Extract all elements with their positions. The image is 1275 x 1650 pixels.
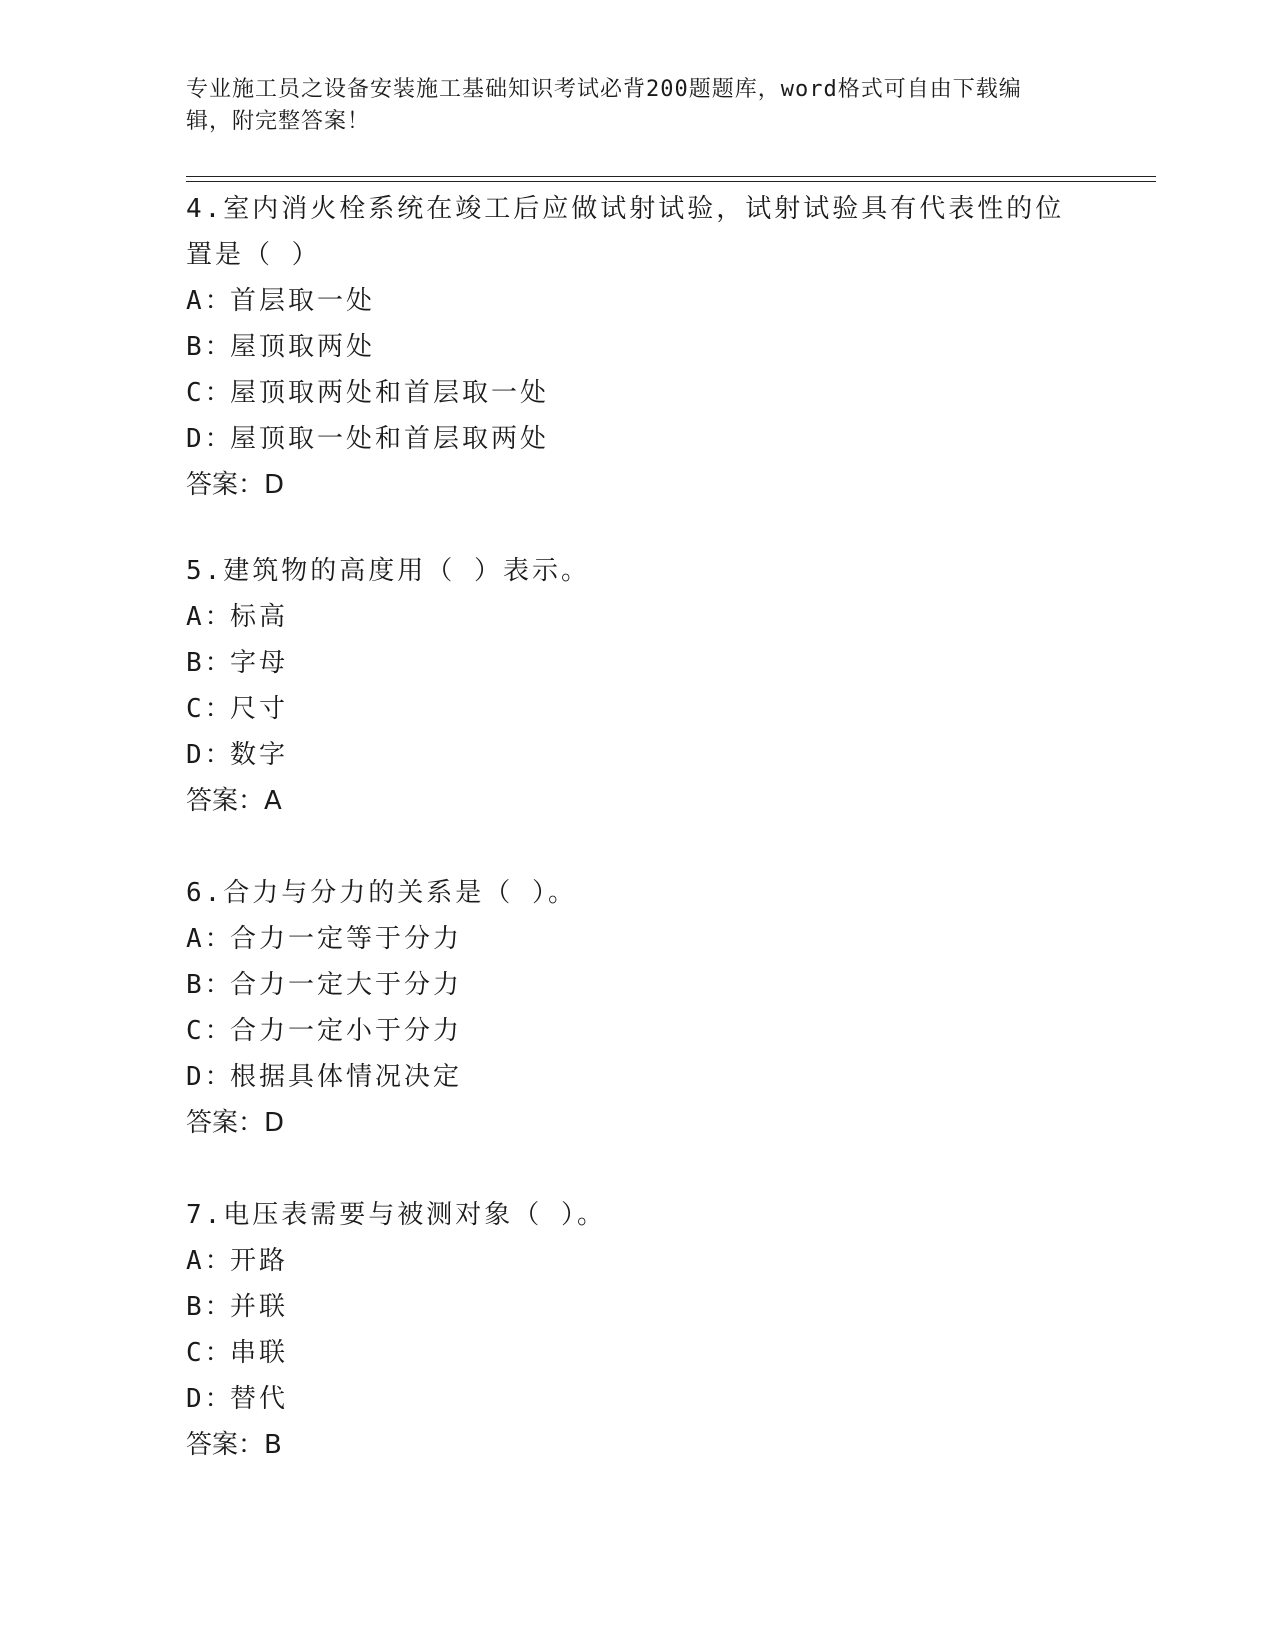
answer-line: 答案：B	[186, 1430, 282, 1460]
question-5	[186, 548, 1066, 824]
option-text: 字母	[230, 648, 289, 678]
option-key: C：	[186, 694, 234, 724]
option-key: C：	[186, 378, 234, 408]
option-a	[186, 594, 1066, 640]
option-text: 串联	[230, 1338, 289, 1368]
option-key: A：	[186, 1246, 234, 1276]
option-text: 合力一定等于分力	[230, 924, 463, 954]
question-stem: 5.建筑物的高度用（ ）表示。	[186, 556, 590, 586]
option-text: 屋顶取两处和首层取一处	[230, 378, 550, 408]
option-key: A：	[186, 924, 234, 954]
option-key: C：	[186, 1016, 234, 1046]
question-7	[186, 1192, 1066, 1468]
answer-line: 答案：D	[186, 1108, 285, 1138]
option-text: 合力一定小于分力	[230, 1016, 463, 1046]
option-d	[186, 416, 1066, 462]
option-text: 尺寸	[230, 694, 289, 724]
option-c	[186, 370, 1066, 416]
option-key: A：	[186, 602, 234, 632]
header-divider-top	[186, 176, 1156, 177]
option-text: 开路	[230, 1246, 289, 1276]
option-text: 数字	[230, 740, 289, 770]
document-title: 专业施工员之设备安装施工基础知识考试必背200题题库，word格式可自由下载编辑，附完整答案！	[186, 77, 1022, 134]
option-d	[186, 1054, 1066, 1100]
option-a	[186, 916, 1066, 962]
question-stem: 4.室内消火栓系统在竣工后应做试射试验，试射试验具有代表性的位置是（ ）	[186, 194, 1065, 270]
answer-line: 答案：D	[186, 470, 285, 500]
option-a	[186, 278, 1066, 324]
question-stem: 7.电压表需要与被测对象（ ）。	[186, 1200, 606, 1230]
option-c	[186, 686, 1066, 732]
option-key: D：	[186, 740, 234, 770]
option-key: B：	[186, 648, 234, 678]
option-c	[186, 1330, 1066, 1376]
question-4	[186, 186, 1066, 508]
option-text: 屋顶取一处和首层取两处	[230, 424, 550, 454]
option-d	[186, 732, 1066, 778]
option-text: 屋顶取两处	[230, 332, 376, 362]
option-text: 首层取一处	[230, 286, 376, 316]
option-d	[186, 1376, 1066, 1422]
answer-line: 答案：A	[186, 786, 282, 816]
option-key: D：	[186, 1062, 234, 1092]
option-key: D：	[186, 1384, 234, 1414]
option-text: 标高	[230, 602, 289, 632]
option-b	[186, 962, 1066, 1008]
option-b	[186, 1284, 1066, 1330]
option-b	[186, 324, 1066, 370]
option-key: A：	[186, 286, 234, 316]
option-key: B：	[186, 332, 234, 362]
option-text: 并联	[230, 1292, 289, 1322]
option-key: D：	[186, 424, 234, 454]
question-stem: 6.合力与分力的关系是（ ）。	[186, 878, 577, 908]
option-c	[186, 1008, 1066, 1054]
option-text: 合力一定大于分力	[230, 970, 463, 1000]
question-6	[186, 870, 1066, 1146]
header-divider-bottom	[186, 181, 1156, 182]
option-text: 替代	[230, 1384, 289, 1414]
option-key: B：	[186, 970, 234, 1000]
option-text: 根据具体情况决定	[230, 1062, 463, 1092]
option-key: C：	[186, 1338, 234, 1368]
option-a	[186, 1238, 1066, 1284]
option-b	[186, 640, 1066, 686]
option-key: B：	[186, 1292, 234, 1322]
